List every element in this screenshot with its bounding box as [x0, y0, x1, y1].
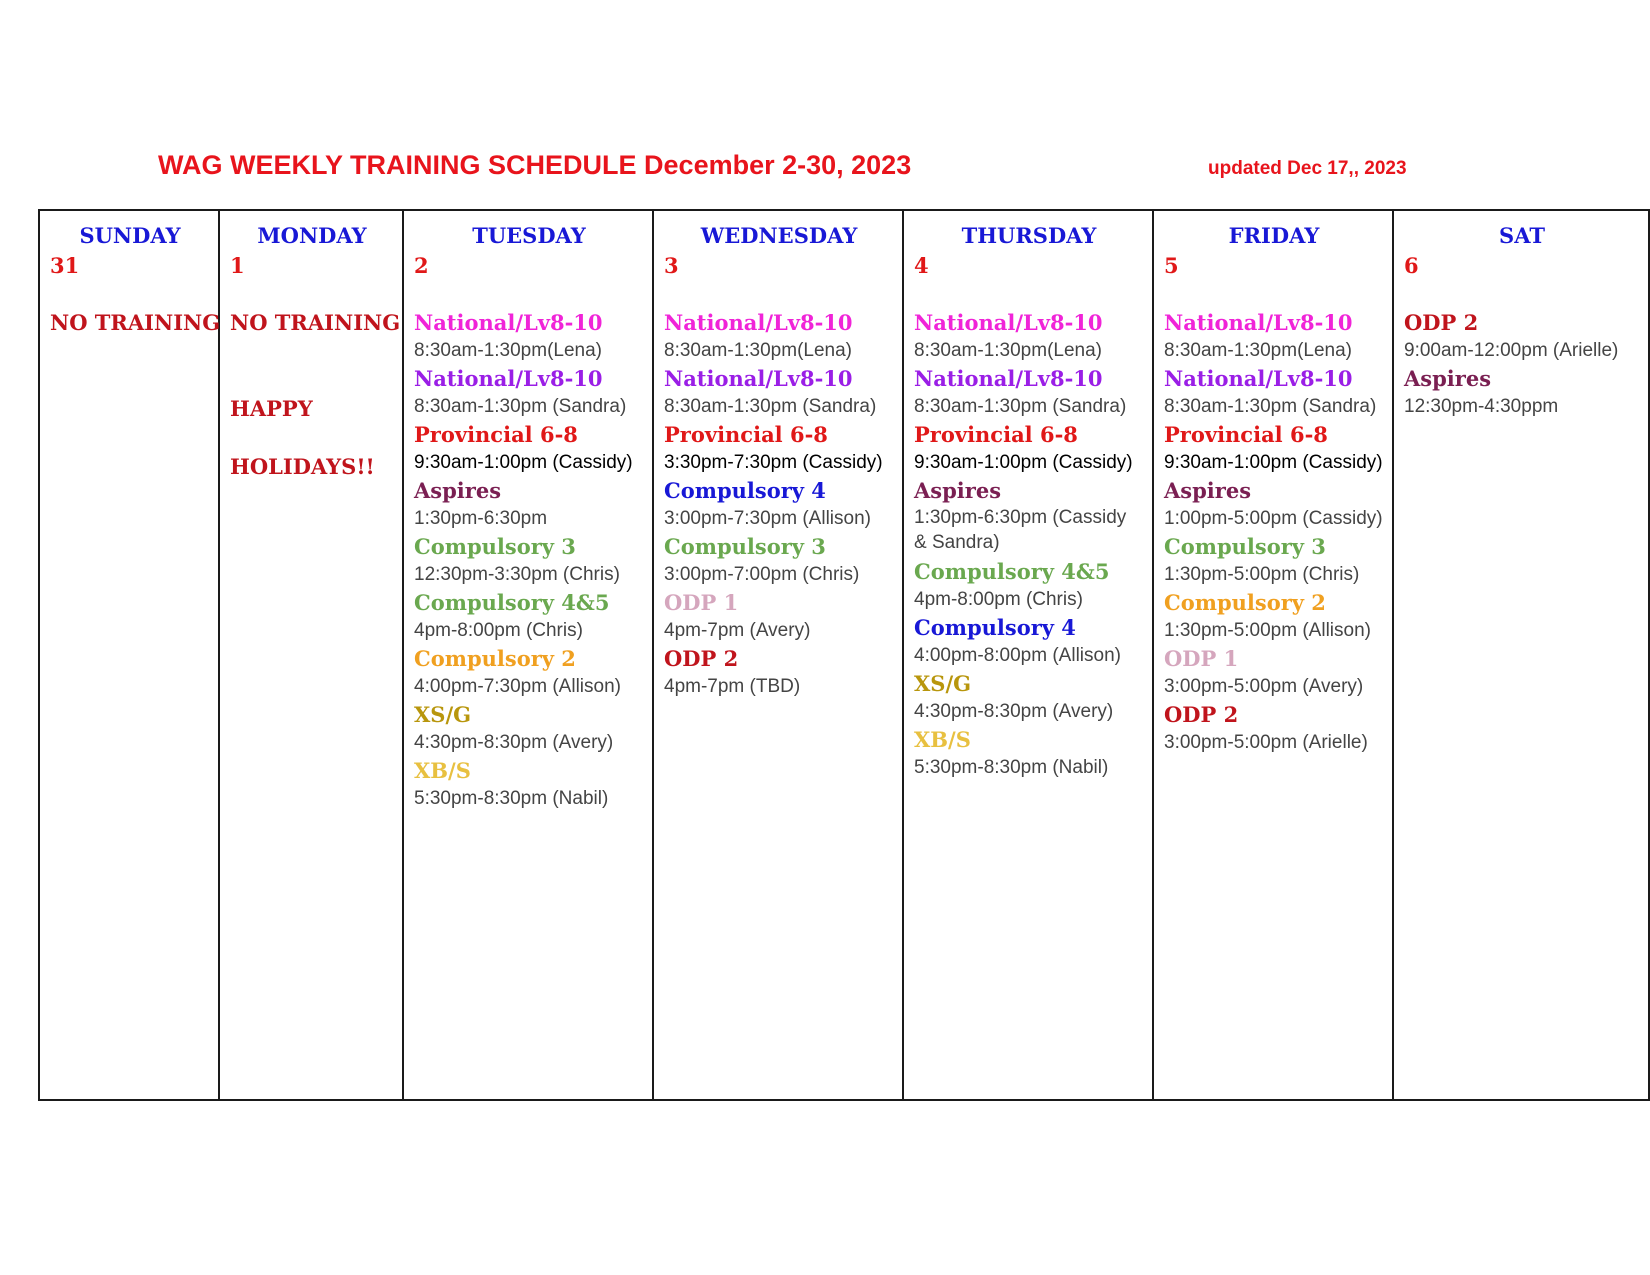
- day-name: WEDNESDAY: [700, 223, 858, 248]
- session-time: 3:00pm-5:00pm (Avery): [1164, 676, 1364, 697]
- session-time: 4pm-8:00pm (Chris): [414, 620, 583, 641]
- weekly-schedule-table: [38, 209, 1650, 1101]
- program-name: National/Lv8-10: [664, 310, 853, 335]
- program-name: Compulsory 3: [414, 534, 576, 559]
- schedule-entry: [414, 645, 644, 701]
- day-notes: [230, 309, 401, 481]
- schedule-entry: [414, 533, 644, 589]
- day-column-saturday: [1393, 210, 1649, 1100]
- day-column-thursday: [903, 210, 1153, 1100]
- schedule-entry: [414, 701, 644, 757]
- session-time: 12:30pm-4:30ppm: [1404, 396, 1559, 417]
- session-time: 4:30pm-8:30pm (Avery): [914, 701, 1114, 722]
- day-note: HOLIDAYS!!: [230, 454, 375, 479]
- day-note: NO TRAINING: [50, 310, 221, 335]
- schedule-entry: [1164, 701, 1384, 757]
- day-entries: [414, 309, 644, 813]
- schedule-row: [39, 210, 1649, 1100]
- program-name: ODP 1: [664, 590, 739, 615]
- schedule-entry: [1164, 365, 1384, 421]
- session-time: 3:30pm-7:30pm (Cassidy): [664, 452, 883, 473]
- program-name: Provincial 6-8: [914, 422, 1078, 447]
- session-time: 3:00pm-7:00pm (Chris): [664, 564, 860, 585]
- session-time: 8:30am-1:30pm(Lena): [914, 340, 1102, 361]
- schedule-entry: [914, 670, 1144, 726]
- program-name: Provincial 6-8: [414, 422, 578, 447]
- schedule-entry: [664, 477, 894, 533]
- day-note: HAPPY: [230, 396, 313, 421]
- program-name: Aspires: [914, 478, 1002, 503]
- program-name: Compulsory 3: [664, 534, 826, 559]
- schedule-entry: [914, 558, 1144, 614]
- schedule-entry: [414, 309, 644, 365]
- session-time: 4:00pm-8:00pm (Allison): [914, 645, 1121, 666]
- day-name: TUESDAY: [472, 223, 586, 248]
- session-time: 8:30am-1:30pm (Sandra): [914, 396, 1127, 417]
- session-time: 9:30am-1:00pm (Cassidy): [1164, 452, 1383, 473]
- day-column-tuesday: [403, 210, 653, 1100]
- day-number: 6: [1404, 253, 1419, 278]
- schedule-entry: [414, 421, 644, 477]
- session-time: 8:30am-1:30pm(Lena): [664, 340, 852, 361]
- day-entries: [664, 309, 894, 701]
- program-name: Compulsory 4: [664, 478, 826, 503]
- schedule-entry: [414, 477, 644, 533]
- day-name: SUNDAY: [79, 223, 181, 248]
- session-time: 1:30pm-6:30pm: [414, 508, 548, 529]
- schedule-entry: [664, 589, 894, 645]
- program-name: ODP 1: [1164, 646, 1239, 671]
- session-time: 1:00pm-5:00pm (Cassidy): [1164, 508, 1383, 529]
- program-name: ODP 2: [1404, 310, 1479, 335]
- schedule-entry: [664, 533, 894, 589]
- day-column-monday: [219, 210, 403, 1100]
- schedule-entry: [664, 421, 894, 477]
- program-name: National/Lv8-10: [914, 310, 1103, 335]
- schedule-entry: [1404, 365, 1640, 421]
- program-name: National/Lv8-10: [914, 366, 1103, 391]
- schedule-entry: [914, 726, 1144, 782]
- schedule-title: WAG WEEKLY TRAINING SCHEDULE December 2-30, 2023: [158, 150, 912, 180]
- session-time: 4pm-8:00pm (Chris): [914, 589, 1083, 610]
- schedule-entry: [1164, 309, 1384, 365]
- program-name: National/Lv8-10: [1164, 366, 1353, 391]
- updated-date: updated Dec 17,, 2023: [1208, 158, 1407, 179]
- session-time: 3:00pm-5:00pm (Arielle): [1164, 732, 1368, 753]
- day-name: THURSDAY: [961, 223, 1097, 248]
- day-number: 3: [664, 253, 679, 278]
- program-name: Compulsory 3: [1164, 534, 1326, 559]
- program-name: Compulsory 2: [1164, 590, 1326, 615]
- program-name: Provincial 6-8: [664, 422, 828, 447]
- schedule-entry: [414, 365, 644, 421]
- day-entries: [1404, 309, 1640, 421]
- program-name: XB/S: [414, 758, 471, 783]
- session-time: 8:30am-1:30pm(Lena): [1164, 340, 1352, 361]
- schedule-entry: [1164, 589, 1384, 645]
- day-number: 31: [50, 253, 80, 278]
- day-number: 4: [914, 253, 929, 278]
- session-time: 9:00am-12:00pm (Arielle): [1404, 340, 1619, 361]
- program-name: National/Lv8-10: [1164, 310, 1353, 335]
- day-note: NO TRAINING: [230, 310, 401, 335]
- program-name: Aspires: [1404, 366, 1492, 391]
- session-time: 3:00pm-7:30pm (Allison): [664, 508, 871, 529]
- schedule-entry: [1164, 421, 1384, 477]
- program-name: Provincial 6-8: [1164, 422, 1328, 447]
- schedule-entry: [1164, 477, 1384, 533]
- schedule-entry: [914, 477, 1144, 555]
- day-column-wednesday: [653, 210, 903, 1100]
- day-entries: [914, 309, 1144, 782]
- session-time: 4:30pm-8:30pm (Avery): [414, 732, 614, 753]
- program-name: Aspires: [414, 478, 502, 503]
- schedule-entry: [914, 421, 1144, 477]
- session-time: 1:30pm-6:30pm (Cassidy & Sandra): [914, 507, 1127, 553]
- day-number: 2: [414, 253, 429, 278]
- program-name: XS/G: [414, 702, 472, 727]
- program-name: ODP 2: [664, 646, 739, 671]
- session-time: 5:30pm-8:30pm (Nabil): [414, 788, 609, 809]
- program-name: ODP 2: [1164, 702, 1239, 727]
- schedule-entry: [914, 309, 1144, 365]
- session-time: 9:30am-1:00pm (Cassidy): [414, 452, 633, 473]
- day-notes: [50, 309, 221, 337]
- session-time: 1:30pm-5:00pm (Chris): [1164, 564, 1360, 585]
- program-name: Aspires: [1164, 478, 1252, 503]
- day-name: FRIDAY: [1228, 223, 1320, 248]
- schedule-entry: [664, 309, 894, 365]
- session-time: 4pm-7pm (TBD): [664, 676, 801, 697]
- schedule-entry: [1164, 645, 1384, 701]
- schedule-entry: [414, 757, 644, 813]
- session-time: 4pm-7pm (Avery): [664, 620, 811, 641]
- day-entries: [1164, 309, 1384, 757]
- schedule-entry: [1164, 533, 1384, 589]
- program-name: Compulsory 2: [414, 646, 576, 671]
- day-name: SAT: [1499, 223, 1545, 248]
- day-number: 5: [1164, 253, 1179, 278]
- session-time: 8:30am-1:30pm(Lena): [414, 340, 602, 361]
- program-name: Compulsory 4: [914, 615, 1076, 640]
- session-time: 8:30am-1:30pm (Sandra): [414, 396, 627, 417]
- schedule-entry: [914, 365, 1144, 421]
- program-name: XB/S: [914, 727, 971, 752]
- schedule-entry: [914, 614, 1144, 670]
- program-name: Compulsory 4&5: [414, 590, 610, 615]
- program-name: National/Lv8-10: [664, 366, 853, 391]
- schedule-entry: [414, 589, 644, 645]
- session-time: 8:30am-1:30pm (Sandra): [664, 396, 877, 417]
- day-column-friday: [1153, 210, 1393, 1100]
- day-name: MONDAY: [257, 223, 367, 248]
- session-time: 4:00pm-7:30pm (Allison): [414, 676, 621, 697]
- program-name: XS/G: [914, 671, 972, 696]
- session-time: 12:30pm-3:30pm (Chris): [414, 564, 620, 585]
- session-time: 5:30pm-8:30pm (Nabil): [914, 757, 1109, 778]
- day-column-sunday: [39, 210, 219, 1100]
- schedule-entry: [664, 365, 894, 421]
- schedule-entry: [1404, 309, 1640, 365]
- program-name: National/Lv8-10: [414, 366, 603, 391]
- schedule-entry: [664, 645, 894, 701]
- program-name: Compulsory 4&5: [914, 559, 1110, 584]
- session-time: 9:30am-1:00pm (Cassidy): [914, 452, 1133, 473]
- day-number: 1: [230, 253, 245, 278]
- session-time: 8:30am-1:30pm (Sandra): [1164, 396, 1377, 417]
- session-time: 1:30pm-5:00pm (Allison): [1164, 620, 1371, 641]
- program-name: National/Lv8-10: [414, 310, 603, 335]
